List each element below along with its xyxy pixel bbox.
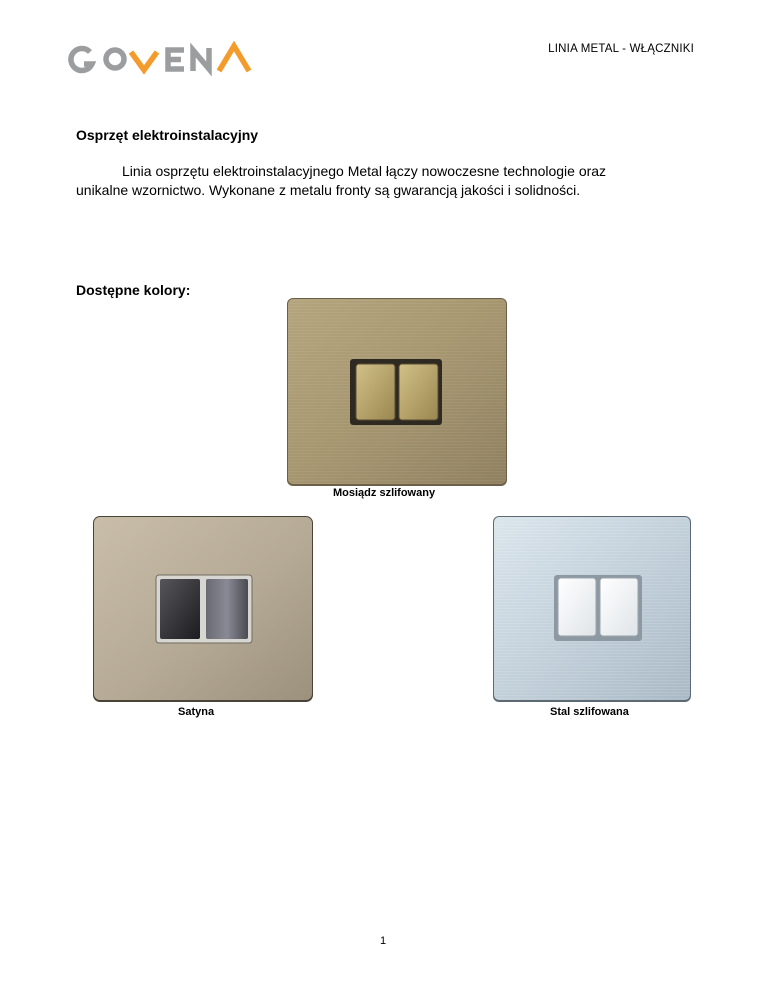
intro-line-2: unikalne wzornictwo. Wykonane z metalu fronty są gwarancją jakości i solidności. <box>76 182 581 198</box>
product-steel-image <box>492 515 692 703</box>
page-heading: Osprzęt elektroinstalacyjny <box>76 127 259 143</box>
caption-satin: Satyna <box>178 706 215 718</box>
page-number: 1 <box>380 935 387 947</box>
govena-logo <box>68 40 264 80</box>
colors-heading: Dostępne kolory: <box>76 282 191 298</box>
double-switch-brushed-brass-icon <box>286 297 508 487</box>
caption-brass: Mosiądz szlifowany <box>333 487 436 499</box>
intro-line-1: Linia osprzętu elektroinstalacyjnego Metal łączy nowoczesne technologie oraz <box>122 163 607 179</box>
intro-paragraph <box>76 162 696 200</box>
caption-steel: Stal szlifowana <box>550 706 629 718</box>
govena-logo-icon <box>68 40 264 80</box>
section-title: LINIA METAL - WŁĄCZNIKI <box>548 43 694 55</box>
double-switch-satin-icon <box>92 515 314 703</box>
product-satin-image <box>92 515 314 703</box>
product-brass-image <box>286 297 508 487</box>
double-switch-brushed-steel-icon <box>492 515 692 703</box>
